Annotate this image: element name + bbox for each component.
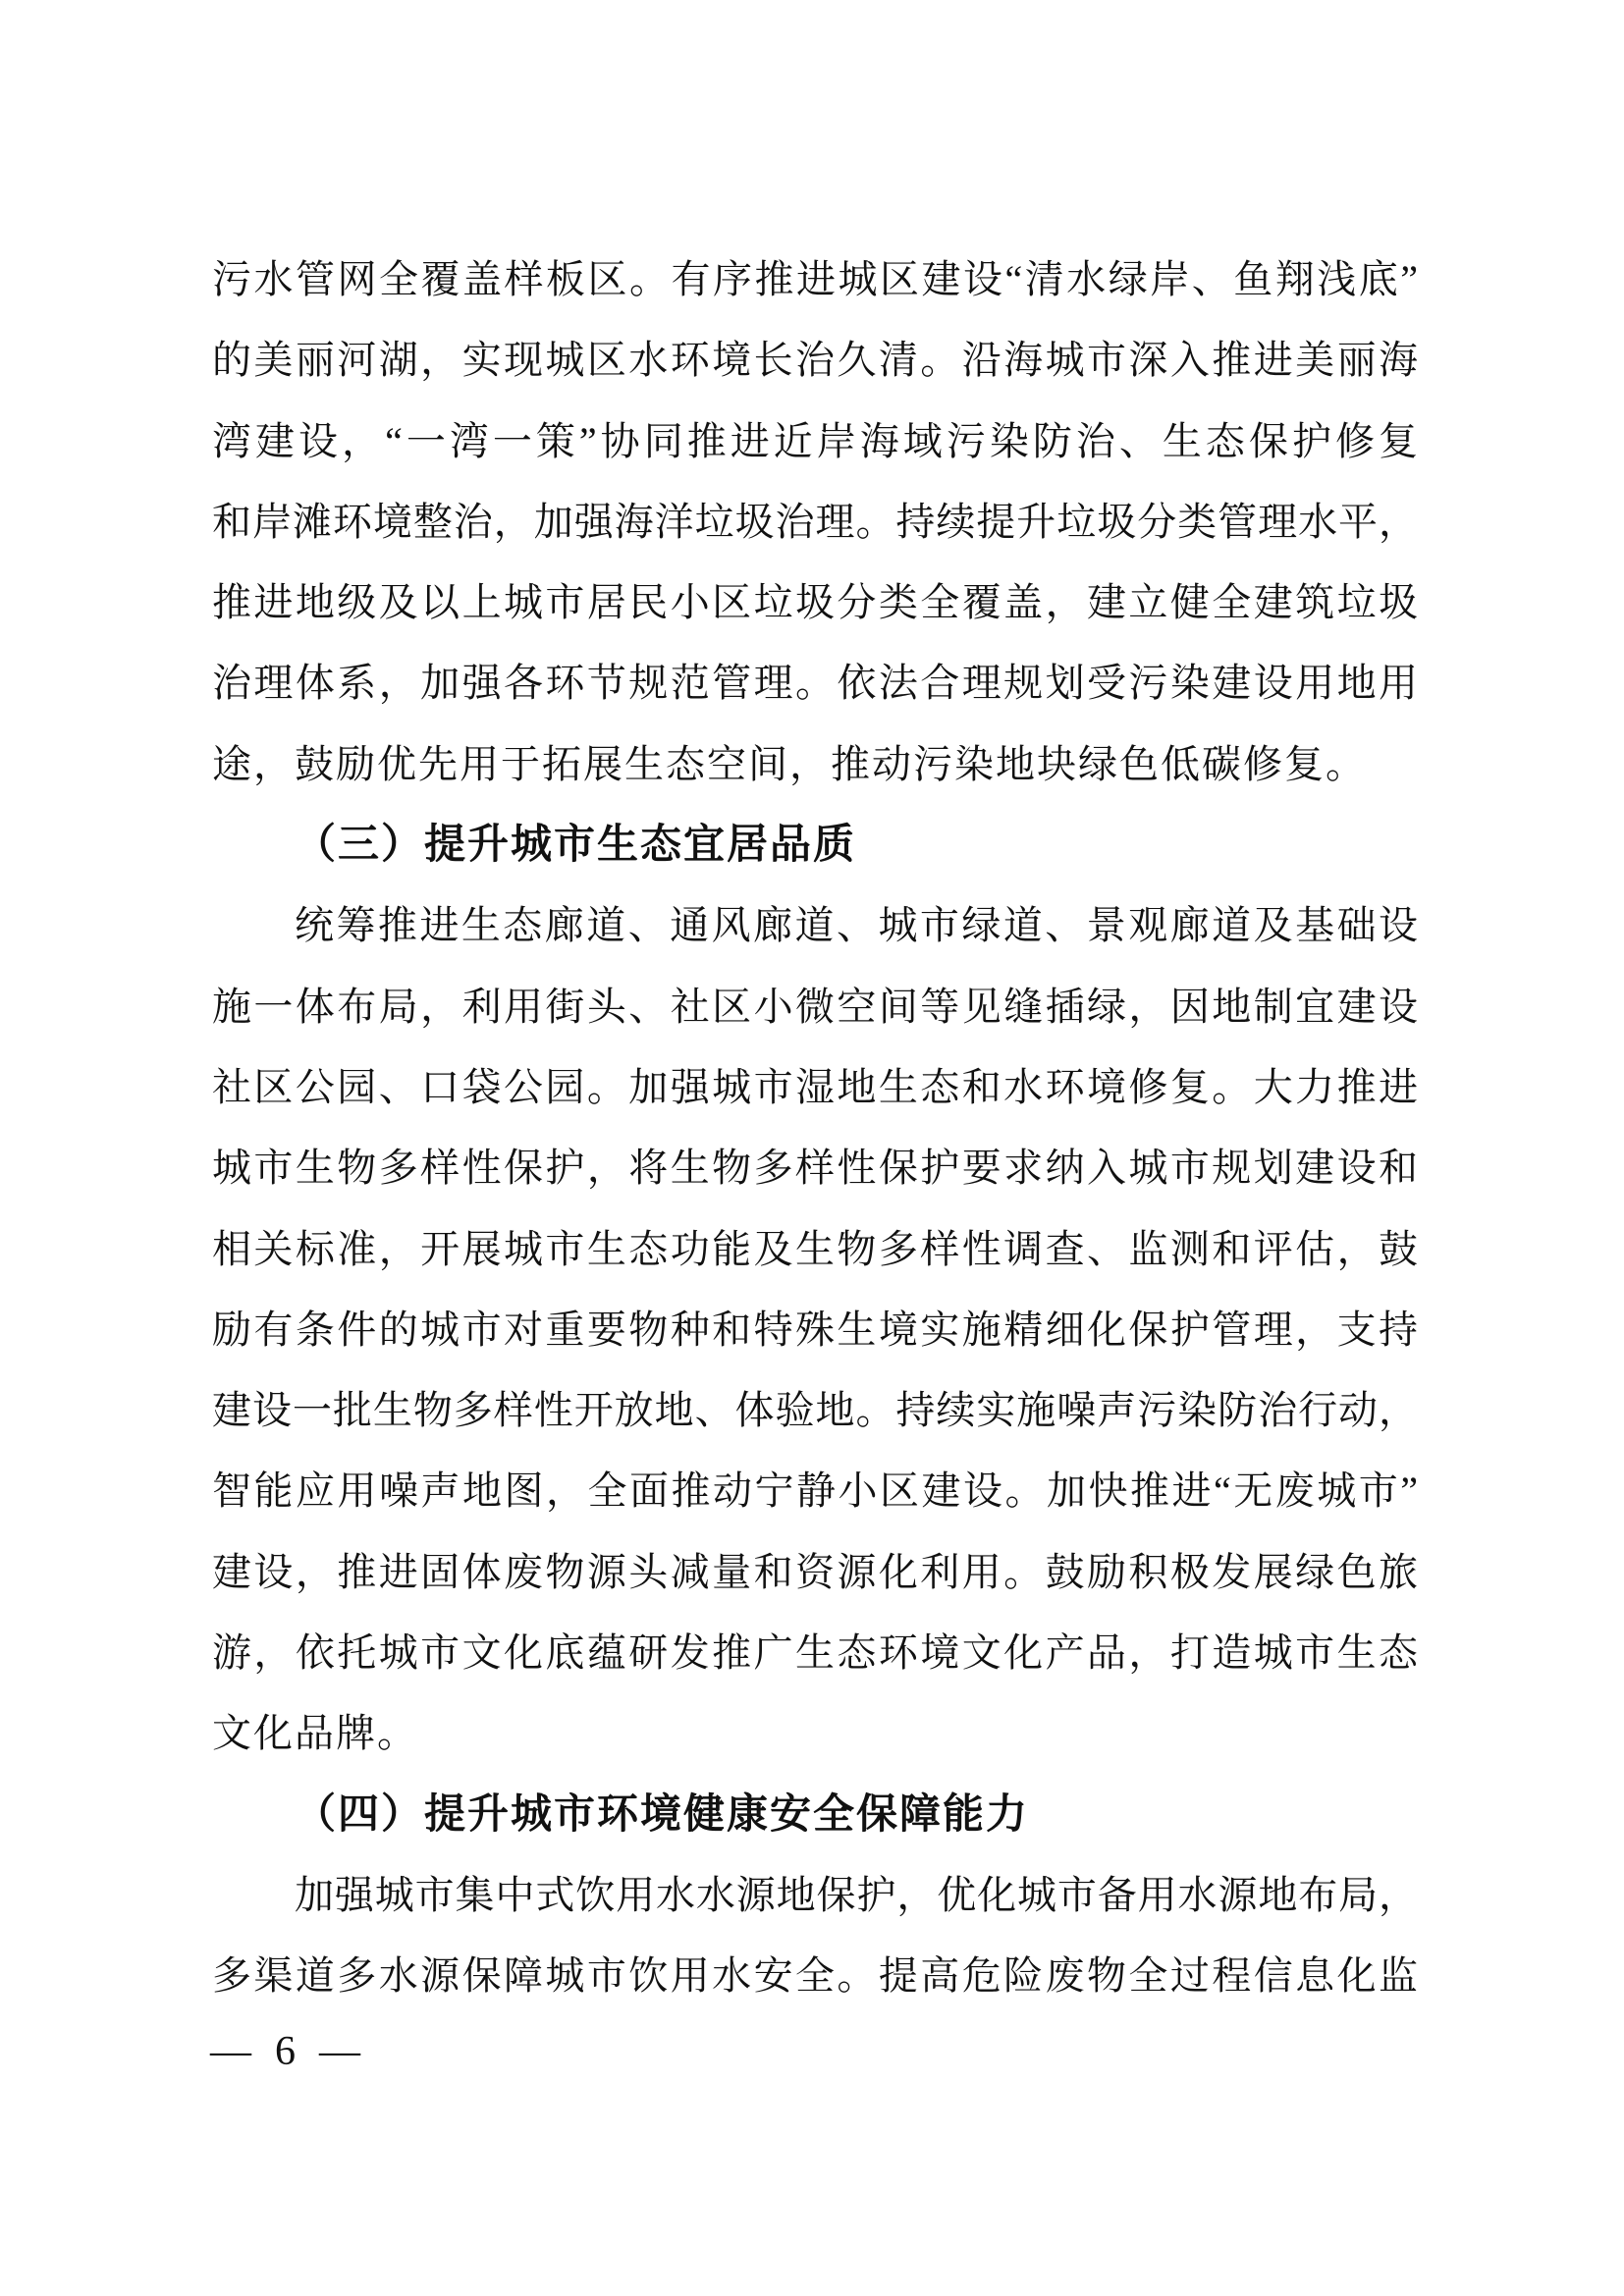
body-line: 城市生物多样性保护，将生物多样性保护要求纳入城市规划建设和	[212, 1146, 1418, 1191]
page-footer	[210, 2029, 360, 2074]
body-line: 励有条件的城市对重要物种和特殊生境实施精细化保护管理，支持	[212, 1307, 1418, 1352]
footer-dash-left: —	[210, 2029, 251, 2074]
body-line: 相关标准，开展城市生态功能及生物多样性调查、监测和评估，鼓	[212, 1226, 1418, 1271]
body-line: 文化品牌。	[212, 1711, 418, 1756]
section-heading: （四）提升城市环境健康安全保障能力	[295, 1791, 1030, 1838]
body-line: 智能应用噪声地图，全面推动宁静小区建设。加快推进“无废城市”	[212, 1468, 1418, 1514]
footer-dash-right: —	[319, 2029, 360, 2074]
body-line: 建设，推进固体废物源头减量和资源化利用。鼓励积极发展绿色旅	[212, 1549, 1418, 1594]
page-number: 6	[275, 2029, 296, 2074]
body-line: 加强城市集中式饮用水水源地保护，优化城市备用水源地布局，	[295, 1872, 1418, 1917]
document-text	[212, 240, 1418, 2017]
body-line: 治理体系，加强各环节规范管理。依法合理规划受污染建设用地用	[212, 661, 1418, 706]
body-line: 施一体布局，利用街头、社区小微空间等见缝插绿，因地制宜建设	[212, 984, 1418, 1029]
body-line: 和岸滩环境整治，加强海洋垃圾治理。持续提升垃圾分类管理水平，	[212, 499, 1418, 544]
body-line: 统筹推进生态廊道、通风廊道、城市绿道、景观廊道及基础设	[295, 903, 1418, 948]
body-line: 污水管网全覆盖样板区。有序推进城区建设“清水绿岸、鱼翔浅底”	[212, 257, 1418, 301]
section-heading: （三）提升城市生态宜居品质	[295, 823, 857, 869]
body-line: 游，依托城市文化底蕴研发推广生态环境文化产品，打造城市生态	[212, 1630, 1418, 1676]
body-line: 多渠道多水源保障城市饮用水安全。提高危险废物全过程信息化监	[212, 1953, 1418, 1999]
body-line: 推进地级及以上城市居民小区垃圾分类全覆盖，建立健全建筑垃圾	[212, 580, 1418, 625]
body-line: 的美丽河湖，实现城区水环境长治久清。沿海城市深入推进美丽海	[212, 338, 1418, 383]
body-line: 途，鼓励优先用于拓展生态空间，推动污染地块绿色低碳修复。	[212, 741, 1367, 786]
body-line: 湾建设，“一湾一策”协同推进近岸海域污染防治、生态保护修复	[212, 418, 1418, 463]
body-line: 建设一批生物多样性开放地、体验地。持续实施噪声污染防治行动，	[212, 1388, 1418, 1433]
body-line: 社区公园、口袋公园。加强城市湿地生态和水环境修复。大力推进	[212, 1064, 1418, 1109]
